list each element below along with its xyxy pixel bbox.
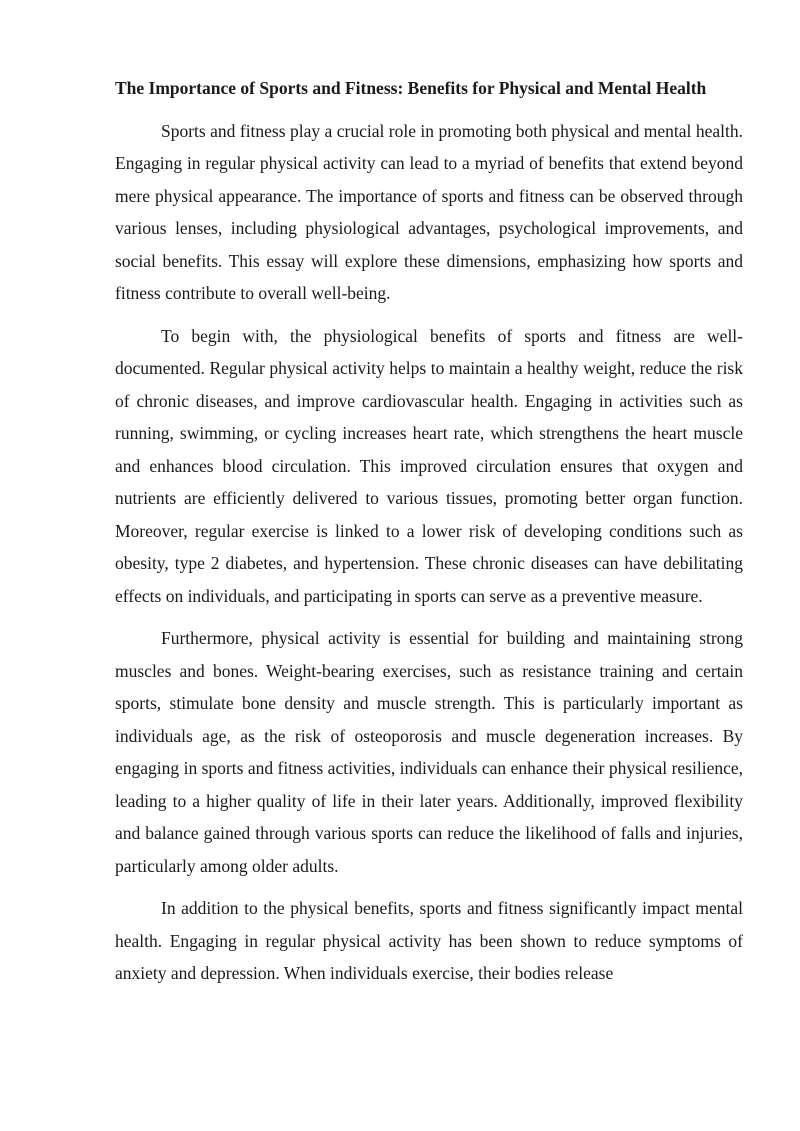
document-body [115, 72, 743, 1000]
paragraph-muscles-bones: Furthermore, physical activity is essential for building and maintaining strong muscles and bones. Weight-bearing exercises, such as resistance training and certain sports, stimulate bone density and muscle strength. This is particularly important as individuals age, as the risk of osteoporosis and muscle degeneration increases. By engaging in sports and fitness activities, individuals can enhance their physical resilience, leading to a higher quality of life in their later years. Additionally, improved flexibility and balance gained through various sports can reduce the likelihood of falls and injuries, particularly among older adults. [115, 628, 743, 876]
document-title: The Importance of Sports and Fitness: Benefits for Physical and Mental Health [115, 78, 707, 98]
paragraph-mental-health: In addition to the physical benefits, sports and fitness significantly impact mental health. Engaging in regular physical activity has been shown to reduce symptoms of anxiety and depression. When individuals exercise, their bodies release [115, 898, 743, 983]
paragraph-intro: Sports and fitness play a crucial role in promoting both physical and mental health. Engaging in regular physical activity can lead to a myriad of benefits that extend beyond mere physical appearance. The importance of sports and fitness can be observed through various lenses, including physiological advantages, psychological improvements, and social benefits. This essay will explore these dimensions, emphasizing how sports and fitness contribute to overall well-being. [115, 120, 743, 303]
paragraph-physiological-benefits: To begin with, the physiological benefits of sports and fitness are well-documented. Regular physical activity helps to maintain a healthy weight, reduce the risk of chronic diseases, and improve cardiovascular health. Engaging in activities such as running, swimming, or cycling increases heart rate, which strengthens the heart muscle and enhances blood circulation. This improved circulation ensures that oxygen and nutrients are efficiently delivered to various tissues, promoting better organ function. Moreover, regular exercise is linked to a lower risk of developing conditions such as obesity, type 2 diabetes, and hypertension. These chronic diseases can have debilitating effects on individuals, and participating in sports can serve as a preventive measure. [115, 325, 743, 606]
